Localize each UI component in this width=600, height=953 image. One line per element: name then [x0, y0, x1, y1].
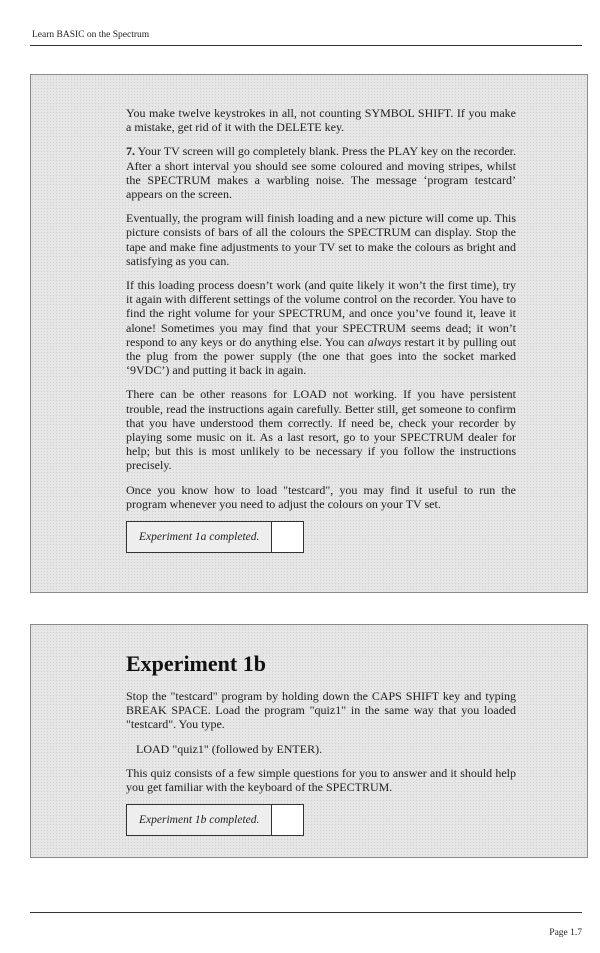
instructions-panel [30, 74, 588, 593]
paragraph-troubleshoot [126, 278, 516, 377]
experiment-1b-checkbox[interactable] [272, 804, 304, 836]
experiment-1b-completed-label: Experiment 1b completed. [126, 804, 272, 836]
load-command: LOAD "quiz1" (followed by ENTER). [136, 741, 323, 756]
footer-rule [30, 912, 582, 913]
step-7-text: Your TV screen will go completely blank. Press the PLAY key on the recorder. After a short interval you should see some coloured and moving stripes, whilst the SPECTRUM makes a warbling noise. The message ‘program testcard’ appears on the screen. [126, 144, 516, 202]
troubleshoot-text-a: If this loading process doesn’t work (and quite likely it won’t the first time), try it again with different settings of the volume control on the recorder. You have to find the right volume for your SPECTRUM, and once you’ve found it, leave it alone! Sometimes you may find that your SPECTRUM seems dead; it won’t respond to any keys or do anything else. You can [126, 278, 516, 349]
paragraph-other-reasons: There can be other reasons for LOAD not working. If you have persistent trouble, read the instructions again carefully. Better still, get someone to confirm that you have understood them correctly. If need be, check your recorder by playing some music on it. As a last resort, go to your SPECTRUM dealer for help; but this is most unlikely to be necessary if you follow the instructions precisely. [126, 387, 516, 473]
step-number: 7. [126, 144, 135, 159]
experiment-1a-completed-label: Experiment 1a completed. [126, 521, 272, 553]
paragraph-quiz-description: This quiz consists of a few simple questions for you to answer and it should help you get familiar with the keyboard of the SPECTRUM. [126, 765, 516, 795]
paragraph-loading: Eventually, the program will finish loading and a new picture will come up. This picture consists of bars of all the colours the SPECTRUM can display. Stop the tape and make fine adjustments to your TV set to make the colours as bright and satisfying as you can. [126, 211, 516, 268]
experiment-1b-completion [126, 804, 516, 836]
header-rule [30, 45, 582, 46]
paragraph-step-7 [126, 144, 516, 201]
paragraph-testcard-use: Once you know how to load "testcard", you may find it useful to run the program whenever you need to adjust the colours on your TV set. [126, 482, 516, 511]
instructions-body [126, 106, 516, 553]
experiment-1b-body [126, 651, 516, 836]
section-title: Experiment 1b [126, 651, 266, 676]
running-head: Learn BASIC on the Spectrum [32, 30, 150, 40]
paragraph-quiz-load: Stop the "testcard" program by holding down the CAPS SHIFT key and typing BREAK SPACE. Load the program "quiz1" in the same way that you loaded "testcard". You type. [126, 689, 516, 732]
troubleshoot-text-b: restart it by pulling out the plug from the power supply (the one that goes into the socket marked ‘9VDC’) and putting it back in again. [126, 334, 517, 378]
paragraph-keystrokes: You make twelve keystrokes in all, not counting SYMBOL SHIFT. If you make a mistake, get rid of it with the DELETE key. [126, 106, 516, 135]
experiment-1a-completion [126, 521, 516, 553]
experiment-1a-checkbox[interactable] [272, 521, 304, 553]
page-number: Page 1.7 [549, 928, 582, 938]
experiment-1b-panel [30, 624, 588, 858]
emphasis-always: always [367, 334, 402, 349]
